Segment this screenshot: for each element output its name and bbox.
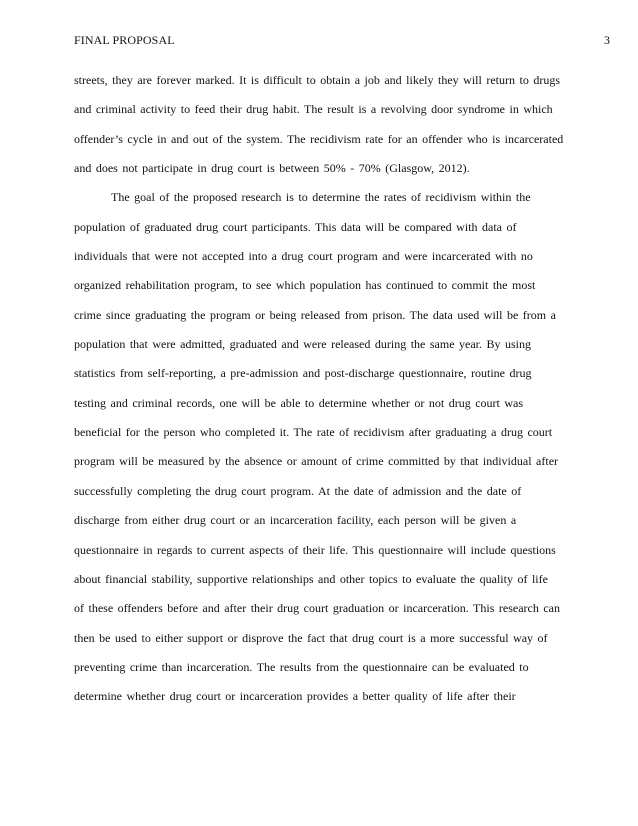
text-line: individuals that were not accepted into a drug court program and were incarcerated with no xyxy=(74,249,533,264)
running-head: FINAL PROPOSAL xyxy=(74,33,175,47)
text-line: preventing crime than incarceration. The results from the questionnaire can be evaluated to xyxy=(74,659,529,674)
text-line: statistics from self-reporting, a pre-admission and post-discharge questionnaire, routine drug xyxy=(74,366,532,381)
text-line: discharge from either drug court or an incarceration facility, each person will be given a xyxy=(74,513,517,528)
text-line: of these offenders before and after their drug court graduation or incarceration. This research can xyxy=(74,601,561,616)
text-line: then be used to either support or disprove the fact that drug court is a more successful way of xyxy=(74,630,548,645)
body-text xyxy=(74,70,564,716)
text-line: testing and criminal records, one will be able to determine whether or not drug court was xyxy=(74,395,524,410)
text-line: and criminal activity to feed their drug habit. The result is a revolving door syndrome in which xyxy=(74,102,553,117)
page-number: 3 xyxy=(604,33,610,47)
text-line: beneficial for the person who completed it. The rate of recidivism after graduating a drug court xyxy=(74,425,553,440)
text-line: crime since graduating the program or being released from prison. The data used will be from a xyxy=(74,307,556,322)
text-line: about financial stability, supportive relationships and other topics to evaluate the quality of life xyxy=(74,571,548,586)
paragraph xyxy=(74,70,564,187)
text-line: streets, they are forever marked. It is difficult to obtain a job and likely they will return to drugs xyxy=(74,73,560,87)
paragraph xyxy=(74,187,561,715)
text-line: determine whether drug court or incarceration provides a better quality of life after their xyxy=(74,689,516,704)
text-line: organized rehabilitation program, to see which population has continued to commit the most xyxy=(74,278,536,293)
text-line: offender’s cycle in and out of the system. The recidivism rate for an offender who is incarcerated xyxy=(74,131,564,146)
text-line: population of graduated drug court participants. This data will be compared with data of xyxy=(74,219,517,234)
text-line: successfully completing the drug court program. At the date of admission and the date of xyxy=(74,483,522,498)
text-line: questionnaire in regards to current aspects of their life. This questionnaire will include questions xyxy=(74,542,556,557)
text-line: and does not participate in drug court is between 50% - 70% (Glasgow, 2012). xyxy=(74,161,470,176)
page-header xyxy=(74,33,610,53)
text-line: The goal of the proposed research is to determine the rates of recidivism within the xyxy=(111,190,531,205)
text-line: program will be measured by the absence or amount of crime committed by that individual after xyxy=(74,454,559,469)
text-line: population that were admitted, graduated and were released during the same year. By using xyxy=(74,337,532,352)
